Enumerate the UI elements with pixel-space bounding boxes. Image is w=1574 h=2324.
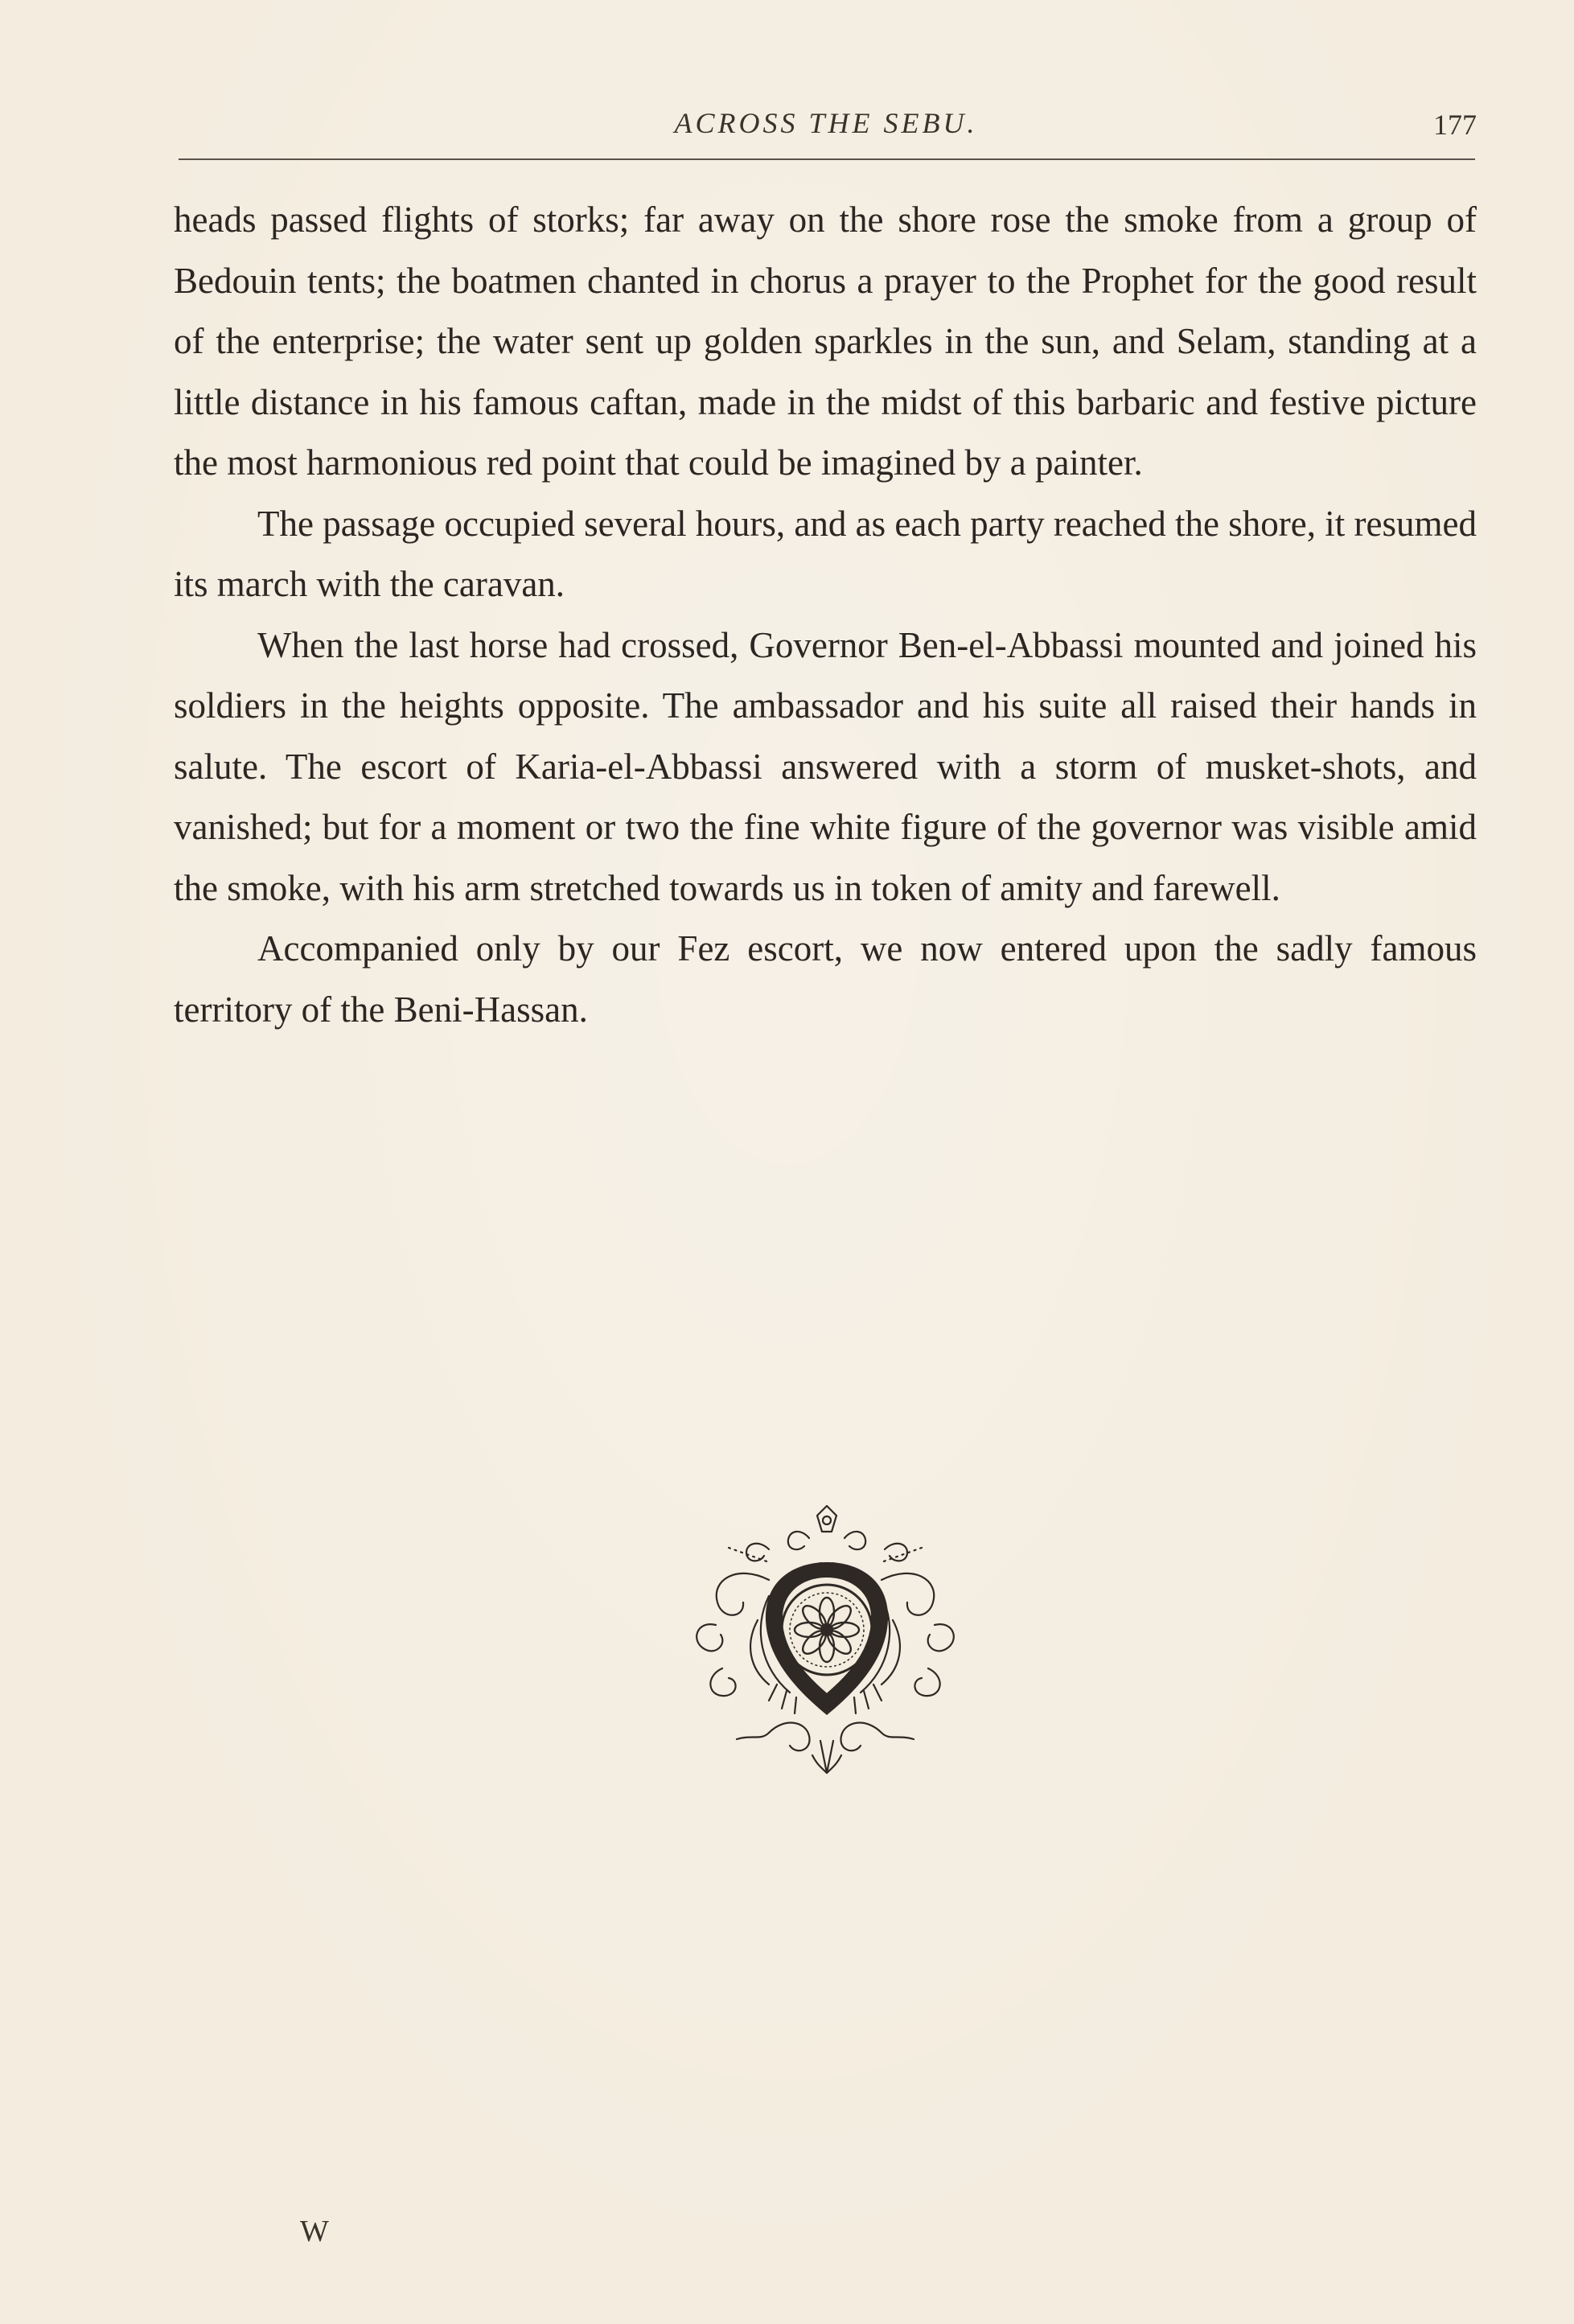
paragraph-1: heads passed flights of storks; far away on the shore rose the smoke from a group of Bedouin tents; the boatmen chanted in chorus a prayer to the Prophet for the good result of the enterprise; the water sent up golden sparkles in the sun, and Selam, standing at a little distance in his famous caftan, made in the midst of this barbaric and festive picture the most harmonious red point that could be imagined by a painter. (174, 199, 1477, 483)
paragraph-4: Accompanied only by our Fez escort, we now entered upon the sadly famous territory of the Beni-Hassan. (174, 928, 1477, 1030)
paragraph-2: The passage occupied several hours, and as each party reached the shore, it resumed its march with the caravan. (174, 503, 1477, 604)
floral-tailpiece-icon (648, 1499, 1002, 1789)
signature-mark: W (300, 2215, 329, 2248)
running-head (175, 101, 1477, 150)
header-rule (179, 158, 1475, 160)
body-text (174, 190, 1477, 1040)
paragraph-3: When the last horse had crossed, Governor Ben-el-Abbassi mounted and joined his soldiers in the heights opposite. The ambassador and his suite all raised their hands in salute. The escort of Karia-el-Abbassi answered with a storm of musket-shots, and vanished; but for a moment or two the fine white figure of the governor was visible amid the smoke, with his arm stretched towards us in token of amity and farewell. (174, 624, 1477, 908)
running-title: ACROSS THE SEBU. (674, 107, 978, 139)
page-number: 177 (1433, 109, 1477, 141)
